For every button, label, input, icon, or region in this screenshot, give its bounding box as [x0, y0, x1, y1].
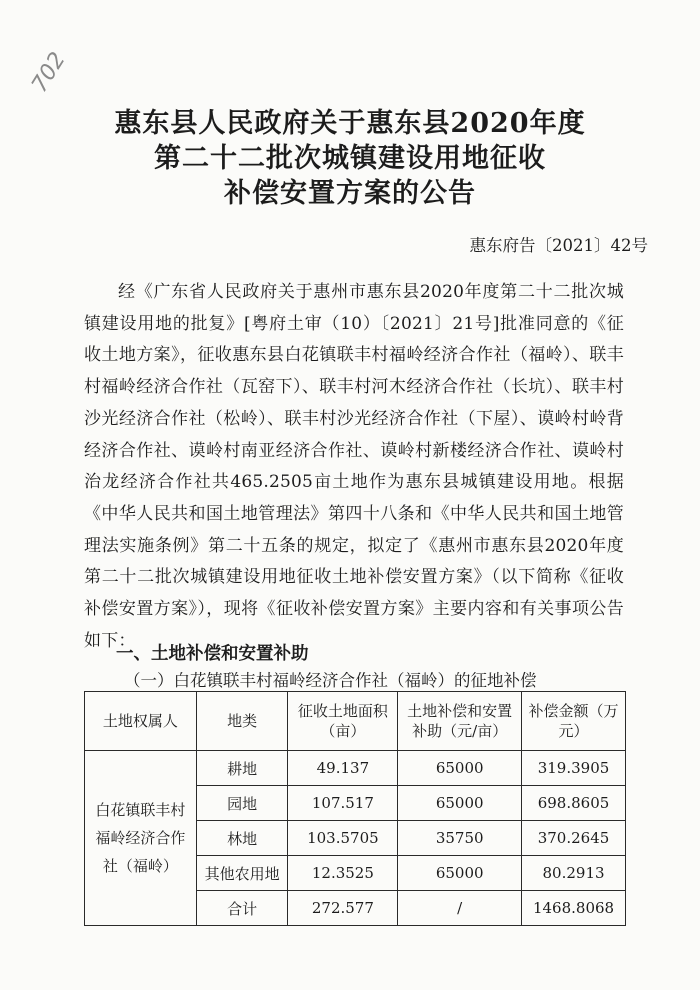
header-owner: 土地权属人	[85, 692, 197, 751]
owner-cell: 白花镇联丰村福岭经济合作社（福岭）	[85, 751, 197, 926]
total-amount-cell: 1468.8068	[522, 891, 626, 926]
title-line-3: 补偿安置方案的公告	[224, 178, 476, 209]
area-cell: 107.517	[288, 786, 398, 821]
subsection-heading-1: （一）白花镇联丰村福岭经济合作社（福岭）的征地补偿	[124, 671, 537, 690]
title-line-1: 惠东县人民政府关于惠东县2020年度	[114, 108, 586, 139]
amount-cell: 319.3905	[522, 751, 626, 786]
land-type-cell: 耕地	[196, 751, 288, 786]
amount-cell: 370.2645	[522, 821, 626, 856]
rate-cell: 35750	[398, 821, 522, 856]
land-type-cell: 园地	[196, 786, 288, 821]
header-rate: 土地补偿和安置补助（元/亩）	[398, 692, 522, 751]
rate-cell: 65000	[398, 786, 522, 821]
land-type-cell: 林地	[196, 821, 288, 856]
header-land-type: 地类	[196, 692, 288, 751]
area-cell: 103.5705	[288, 821, 398, 856]
announcement-title	[0, 106, 700, 211]
area-cell: 49.137	[288, 751, 398, 786]
table-header-row	[85, 692, 626, 751]
document-number: 惠东府告〔2021〕42号	[469, 236, 648, 255]
total-label-cell: 合计	[196, 891, 288, 926]
header-amount: 补偿金额（万元）	[522, 692, 626, 751]
total-area-cell: 272.577	[288, 891, 398, 926]
amount-cell: 698.8605	[522, 786, 626, 821]
handwritten-note: 702	[27, 48, 71, 97]
area-cell: 12.3525	[288, 856, 398, 891]
rate-cell: 65000	[398, 751, 522, 786]
land-type-cell: 其他农用地	[196, 856, 288, 891]
header-area: 征收土地面积（亩）	[288, 692, 398, 751]
compensation-table	[84, 691, 626, 926]
body-paragraph: 经《广东省人民政府关于惠州市惠东县2020年度第二十二批次城镇建设用地的批复》[粤府土审（10）〔2021〕21号]批准同意的《征收土地方案》，征收惠东县白花镇联丰村福岭经济合作社（福岭）、联丰村福岭经济合作社（瓦窑下）、联丰村河木经济合作社（长坑）、联丰村沙光经济合作社（松岭）、联丰村沙光经济合作社（下屋）、谟岭村岭背经济合作社、谟岭村南亚经济合作社、谟岭村新楼经济合作社、谟岭村治龙经济合作社共465.2505亩土地作为惠东县城镇建设用地。根据《中华人民共和国土地管理法》第四十八条和《中华人民共和国土地管理法实施条例》第二十五条的规定，拟定了《惠州市惠东县2020年度第二十二批次城镇建设用地征收土地补偿安置方案》（以下简称《征收补偿安置方案》），现将《征收补偿安置方案》主要内容和有关事项公告如下：	[84, 282, 624, 651]
amount-cell: 80.2913	[522, 856, 626, 891]
rate-cell: 65000	[398, 856, 522, 891]
section-heading-1: 一、土地补偿和安置补助	[116, 644, 309, 664]
table-row	[85, 751, 626, 786]
title-line-2: 第二十二批次城镇建设用地征收	[154, 143, 546, 174]
total-rate-cell: /	[398, 891, 522, 926]
